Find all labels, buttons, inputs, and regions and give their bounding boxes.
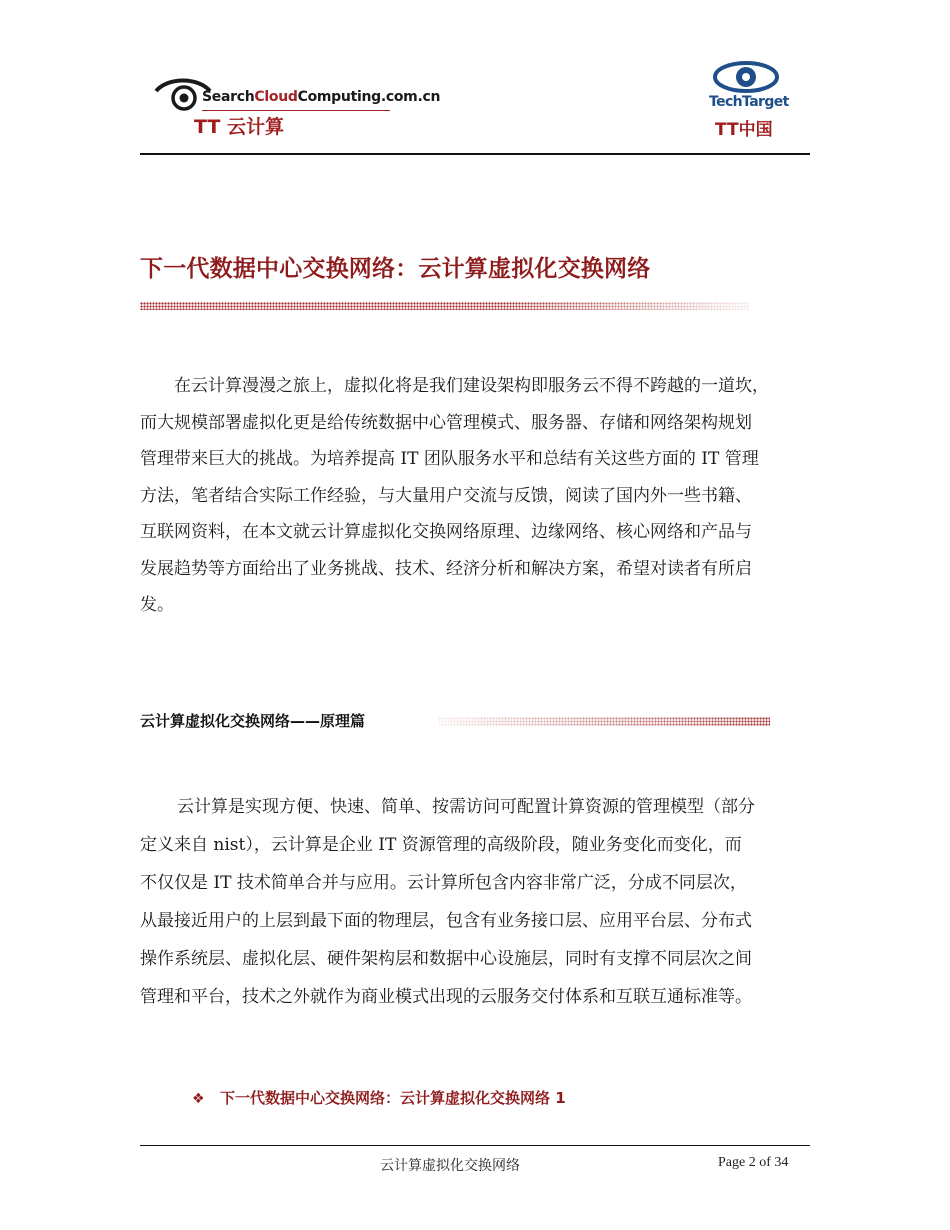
- document-title: 下一代数据中心交换网络：云计算虚拟化交换网络: [140, 256, 651, 282]
- site-name: SearchCloudComputing.com.cn: [202, 89, 441, 105]
- paragraph-line: 发。: [140, 595, 174, 615]
- section-heading: 云计算虚拟化交换网络——原理篇: [140, 712, 366, 730]
- paragraph-line: 管理带来巨大的挑战。为培养提高 IT 团队服务水平和总结有关这些方面的 IT 管理: [140, 449, 759, 469]
- footer-divider: [140, 1145, 810, 1146]
- footer-page-number: Page 2 of 34: [718, 1155, 789, 1170]
- paragraph-line: 操作系统层、虚拟化层、硬件架构层和数据中心设施层，同时有支撑不同层次之间: [140, 949, 752, 969]
- section-dotted-rule: [438, 717, 770, 726]
- techtarget-label: TechTarget: [709, 94, 789, 110]
- searchcloudcomputing-logo[interactable]: [150, 72, 441, 142]
- related-article-link[interactable]: 下一代数据中心交换网络：云计算虚拟化交换网络 1: [220, 1089, 566, 1107]
- paragraph-line: 不仅仅是 IT 技术简单合并与应用。云计算所包含内容非常广泛，分成不同层次，: [140, 873, 747, 893]
- paragraph-line: 云计算是实现方便、快速、简单、按需访问可配置计算资源的管理模型（部分: [160, 797, 755, 817]
- brand-cn-label: TT 云计算: [194, 116, 284, 138]
- diamond-bullet-icon: ❖: [192, 1091, 205, 1107]
- paragraph-line: 管理和平台，技术之外就作为商业模式出现的云服务交付体系和互联互通标准等。: [140, 987, 752, 1007]
- intro-paragraph: [140, 368, 820, 624]
- paragraph-line: 发展趋势等方面给出了业务挑战、技术、经济分析和解决方案，希望对读者有所启: [140, 558, 752, 579]
- techtarget-logo[interactable]: [705, 60, 795, 140]
- paragraph-line: 从最接近用户的上层到最下面的物理层，包含有业务接口层、应用平台层、分布式: [140, 911, 752, 931]
- paragraph-line: 而大规模部署虚拟化更是给传统数据中心管理模式、服务器、存储和网络架构规划: [140, 412, 752, 433]
- footer-document-title: 云计算虚拟化交换网络: [380, 1158, 520, 1174]
- paragraph-line: 方法，笔者结合实际工作经验，与大量用户交流与反馈，阅读了国内外一些书籍、: [140, 485, 752, 506]
- section-paragraph: [140, 788, 820, 1016]
- paragraph-line: 定义来自 nist），云计算是企业 IT 资源管理的高级阶段，随业务变化而变化，而: [140, 835, 742, 855]
- related-article-item: [192, 1087, 566, 1108]
- header-divider: [140, 153, 810, 155]
- paragraph-line: 在云计算漫漫之旅上，虚拟化将是我们建设架构即服务云不得不跨越的一道坎，: [174, 376, 769, 396]
- title-dotted-rule: [140, 302, 750, 310]
- eye-icon: [713, 60, 779, 94]
- tt-china-label: TT中国: [715, 120, 773, 140]
- logo-divider: [202, 110, 390, 111]
- paragraph-line: 互联网资料，在本文就云计算虚拟化交换网络原理、边缘网络、核心网络和产品与: [140, 522, 752, 542]
